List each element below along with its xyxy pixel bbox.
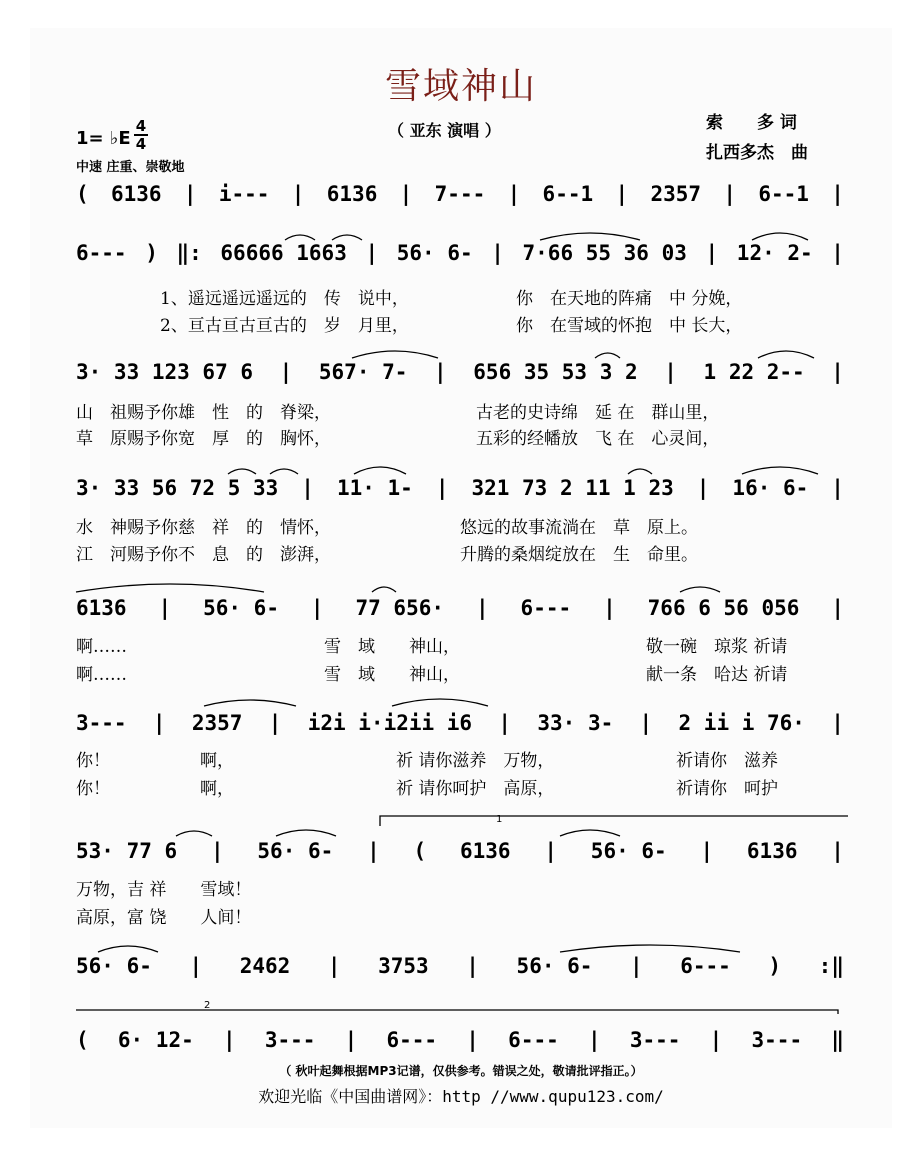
barline: | bbox=[507, 182, 521, 206]
barline: | bbox=[615, 182, 629, 206]
measure: i--- bbox=[218, 182, 270, 206]
barline: | bbox=[498, 711, 512, 735]
barline: | bbox=[491, 241, 504, 265]
barline: | bbox=[301, 476, 314, 500]
measure: 6--- bbox=[508, 1028, 559, 1052]
site-welcome[interactable]: 欢迎光临《中国曲谱网》：http //www.qupu123.com/ bbox=[258, 1087, 664, 1106]
measure: 3--- bbox=[751, 1028, 803, 1052]
lyric-v1: 敬一碗 琼浆 祈请 bbox=[646, 637, 788, 657]
performer-line: （ 亚东 演唱 ） bbox=[388, 121, 501, 140]
barline: | bbox=[664, 360, 677, 384]
measure: 2357 bbox=[650, 182, 702, 206]
barline: | bbox=[696, 476, 710, 500]
score-line-3 bbox=[76, 354, 844, 390]
measure: 6136 bbox=[459, 839, 511, 863]
barline: | bbox=[630, 954, 643, 978]
barline: | bbox=[279, 360, 293, 384]
barline: | bbox=[587, 1028, 601, 1052]
score-line-7 bbox=[76, 833, 844, 869]
barline: | bbox=[189, 954, 203, 978]
lyric-v1: 古老的史诗绵 延 在 群山里， bbox=[476, 403, 720, 423]
barline: | bbox=[831, 182, 844, 206]
barline: ( bbox=[76, 1028, 89, 1052]
measure: 77 656· bbox=[355, 596, 445, 620]
barline: | bbox=[434, 360, 447, 384]
composer-credit: 扎西多杰 曲 bbox=[706, 143, 808, 163]
lyric-v2: 2、亘古亘古亘古的 岁 月里， bbox=[160, 316, 409, 336]
measure: 7·66 55 36 03 bbox=[522, 241, 687, 265]
meter-bottom: 4 bbox=[135, 135, 147, 153]
measure: 6--- bbox=[520, 596, 572, 620]
measure: 33· 3- bbox=[537, 711, 614, 735]
measure: 11· 1- bbox=[336, 476, 413, 500]
measure: 56· 6- bbox=[257, 839, 334, 863]
barline: | bbox=[222, 1028, 236, 1052]
measure: 656 35 53 3 2 bbox=[473, 360, 638, 384]
barline: | bbox=[291, 182, 305, 206]
barline: ‖ bbox=[831, 1028, 844, 1052]
barline: | bbox=[603, 596, 616, 620]
volta-2-label: 2 bbox=[204, 1000, 211, 1011]
key-signature: 1= ♭E bbox=[76, 128, 131, 149]
song-title: 雪域神山 bbox=[384, 66, 537, 107]
measure: 6136 bbox=[326, 182, 378, 206]
measure: 2 ii i 76· bbox=[678, 711, 805, 735]
barline: | bbox=[723, 182, 736, 206]
lyric-v1: 啊…… bbox=[76, 637, 127, 657]
score-line-8 bbox=[76, 948, 844, 984]
measure: 567· 7- bbox=[318, 360, 408, 384]
barline: | bbox=[831, 596, 844, 620]
barline: ( bbox=[76, 182, 89, 206]
lyric-v2: 高原，富 饶 人间！ bbox=[76, 908, 252, 928]
barline: | bbox=[831, 360, 844, 384]
meter-top: 4 bbox=[135, 117, 147, 135]
lyric-v2: 啊， bbox=[200, 779, 234, 799]
time-signature bbox=[134, 118, 148, 152]
lyric-v1: 啊， bbox=[200, 751, 234, 771]
measure: 16· 6- bbox=[732, 476, 809, 500]
score-line-4 bbox=[76, 470, 844, 506]
measure: i2i i·i2ii i6 bbox=[307, 711, 473, 735]
lyric-v2: 升腾的桑烟绽放在 生 命里。 bbox=[460, 545, 698, 565]
barline: | bbox=[831, 476, 844, 500]
lyric-v2: 你 在雪域的怀抱 中 长大， bbox=[516, 316, 743, 336]
measure: 56· 6- bbox=[590, 839, 667, 863]
measure: 1 22 2-- bbox=[703, 360, 805, 384]
score-line-6 bbox=[76, 705, 844, 741]
barline: | bbox=[709, 1028, 723, 1052]
lyric-v1: 你！ bbox=[76, 751, 110, 771]
lyric-v1: 万物，吉 祥 雪域！ bbox=[76, 880, 252, 900]
tempo-marking: 中速 庄重、崇敬地 bbox=[76, 160, 185, 175]
score-line-1 bbox=[76, 176, 844, 212]
barline: | bbox=[831, 839, 844, 863]
measure: 2357 bbox=[191, 711, 243, 735]
measure: 3· 33 123 67 6 bbox=[76, 360, 254, 384]
barline: | bbox=[831, 711, 844, 735]
lyric-v2: 你！ bbox=[76, 779, 110, 799]
lyric-v1: 祈 请你滋养 万物， bbox=[396, 751, 555, 771]
measure: 12· 2- bbox=[736, 241, 813, 265]
lyric-v1: 雪 域 神山， bbox=[324, 637, 460, 657]
barline: | bbox=[639, 711, 653, 735]
measure: 56· 6- bbox=[396, 241, 473, 265]
measure: 3--- bbox=[76, 711, 127, 735]
barline: | bbox=[544, 839, 557, 863]
measure: 6136 bbox=[746, 839, 798, 863]
lyric-v2: 祈 请你呵护 高原， bbox=[396, 779, 555, 799]
lyric-v2: 啊…… bbox=[76, 665, 127, 685]
barline: :‖ bbox=[818, 954, 844, 978]
measure: 6--1 bbox=[542, 182, 594, 206]
lyric-v1: 1、遥远遥远遥远的 传 说中， bbox=[160, 289, 409, 309]
barline: | bbox=[831, 241, 844, 265]
measure: 321 73 2 11 1 23 bbox=[471, 476, 674, 500]
measure: 53· 77 6 bbox=[76, 839, 178, 863]
measure: 3--- bbox=[264, 1028, 316, 1052]
barline: ( bbox=[413, 839, 427, 863]
measure: 6--- bbox=[76, 241, 127, 265]
measure: 6--- bbox=[680, 954, 731, 978]
barline: | bbox=[183, 182, 197, 206]
score-line-9 bbox=[76, 1022, 844, 1058]
lyric-v2: 雪 域 神山， bbox=[324, 665, 460, 685]
measure: 56· 6- bbox=[203, 596, 279, 620]
barline: | bbox=[367, 839, 380, 863]
lyricist-credit: 索 多 词 bbox=[706, 113, 797, 133]
measure: 6· 12- bbox=[117, 1028, 194, 1052]
measure: 3753 bbox=[378, 954, 429, 978]
measure: 6136 bbox=[110, 182, 162, 206]
lyric-v2: 祈请你 呵护 bbox=[676, 779, 778, 799]
barline: ) bbox=[768, 954, 782, 978]
lyric-v1: 祈请你 滋养 bbox=[676, 751, 778, 771]
lyric-v1: 水 神赐予你慈 祥 的 情怀， bbox=[76, 518, 331, 538]
measure: 6--- bbox=[386, 1028, 438, 1052]
measure: 766 6 56 056 bbox=[647, 596, 800, 620]
measure: 66666 1663 bbox=[220, 241, 347, 265]
barline: | bbox=[466, 1028, 479, 1052]
measure: 3· 33 56 72 5 33 bbox=[76, 476, 279, 500]
barline: ) bbox=[145, 241, 158, 265]
barline: | bbox=[210, 839, 224, 863]
measure: 6--1 bbox=[758, 182, 809, 206]
barline: | bbox=[475, 596, 489, 620]
barline: ‖: bbox=[176, 241, 202, 265]
barline: | bbox=[310, 596, 324, 620]
score-line-2 bbox=[76, 235, 844, 271]
measure: 3--- bbox=[629, 1028, 681, 1052]
barline: | bbox=[268, 711, 282, 735]
lyric-v2: 献一条 哈达 祈请 bbox=[646, 665, 788, 685]
barline: | bbox=[705, 241, 719, 265]
barline: | bbox=[365, 241, 379, 265]
lyric-v2: 江 河赐予你不 息 的 澎湃， bbox=[76, 545, 331, 565]
barline: | bbox=[327, 954, 341, 978]
measure: 56· 6- bbox=[76, 954, 152, 978]
score-line-5 bbox=[76, 590, 844, 626]
measure: 56· 6- bbox=[516, 954, 593, 978]
barline: | bbox=[700, 839, 714, 863]
measure: 7--- bbox=[434, 182, 486, 206]
barline: | bbox=[158, 596, 172, 620]
transcription-note: （ 秋叶起舞根据MP3记谱，仅供参考。错误之处，敬请批评指正。） bbox=[279, 1064, 643, 1078]
volta-1-label: 1 bbox=[496, 814, 503, 825]
measure: 6136 bbox=[76, 596, 127, 620]
lyric-v2: 五彩的经幡放 飞 在 心灵间， bbox=[476, 429, 720, 449]
barline: | bbox=[399, 182, 413, 206]
barline: | bbox=[435, 476, 449, 500]
barline: | bbox=[466, 954, 479, 978]
lyric-v1: 山 祖赐予你雄 性 的 脊梁， bbox=[76, 403, 331, 423]
lyric-v2: 草 原赐予你宽 厚 的 胸怀， bbox=[76, 429, 331, 449]
barline: | bbox=[152, 711, 166, 735]
measure: 2462 bbox=[239, 954, 291, 978]
barline: | bbox=[344, 1028, 358, 1052]
lyric-v1: 悠远的故事流淌在 草 原上。 bbox=[460, 518, 698, 538]
lyric-v1: 你 在天地的阵痛 中 分娩， bbox=[516, 289, 743, 309]
